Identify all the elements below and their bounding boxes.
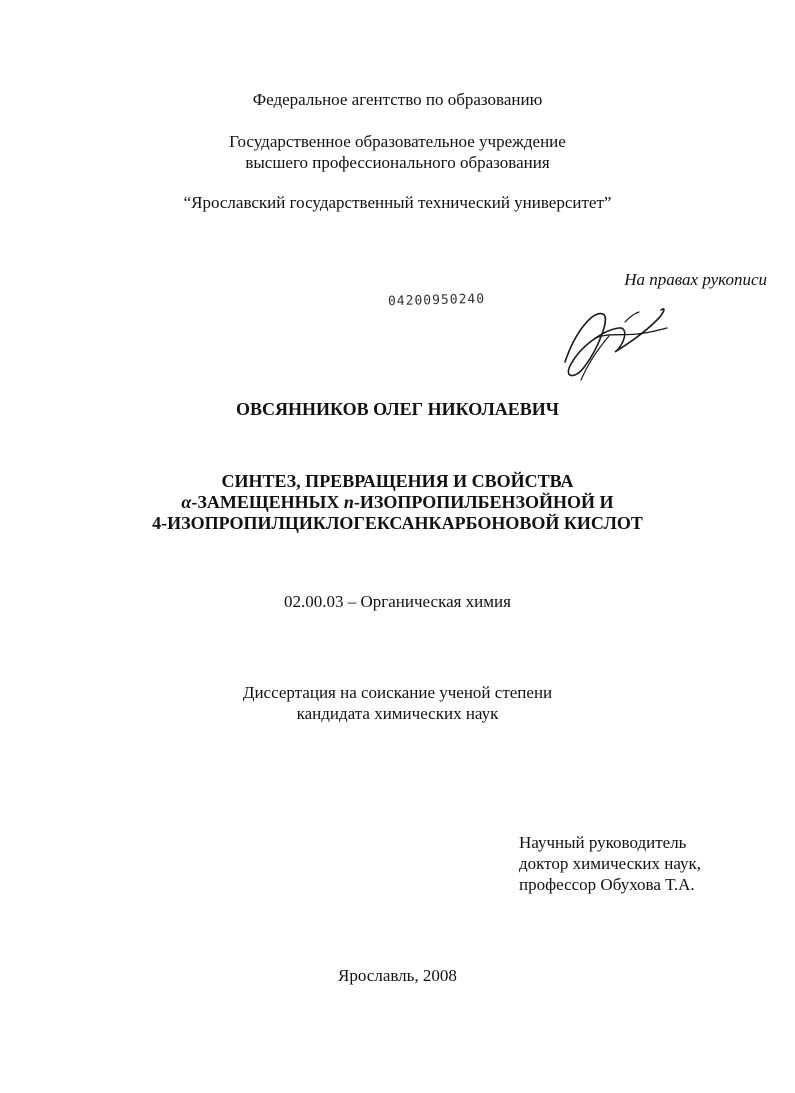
signature-icon (545, 292, 675, 392)
title-line-2 (0, 492, 795, 512)
manuscript-note: На правах рукописи (624, 270, 767, 289)
archive-number-stamp: 04200950240 (387, 291, 486, 310)
supervisor-block (519, 832, 701, 895)
city-year: Ярославль, 2008 (338, 966, 457, 985)
author-name: ОВСЯННИКОВ ОЛЕГ НИКОЛАЕВИЧ (236, 399, 559, 419)
supervisor-role: Научный руководитель (519, 833, 687, 852)
dissertation-line-1: Диссертация на соискание ученой степени (242, 683, 553, 702)
specialty: 02.00.03 – Органическая химия (284, 592, 511, 611)
university-name: “Ярославский государственный технический университет” (183, 193, 612, 212)
title-line-3: 4-ИЗОПРОПИЛЦИКЛОГЕКСАНКАРБОНОВОЙ КИСЛОТ (152, 513, 643, 533)
para-symbol: п (343, 492, 354, 512)
title-line-2-part-2: -ИЗОПРОПИЛБЕНЗОЙНОЙ И (353, 492, 614, 512)
institution-line-1: Государственное образовательное учреждение (229, 132, 566, 151)
dissertation-line-2: кандидата химических наук (296, 704, 499, 723)
title-line-1: СИНТЕЗ, ПРЕВРАЩЕНИЯ И СВОЙСТВА (221, 471, 574, 491)
institution-line-2: высшего профессионального образования (245, 153, 550, 172)
agency-name: Федеральное агентство по образованию (252, 90, 543, 109)
alpha-symbol: α (181, 492, 192, 512)
supervisor-name: профессор Обухова Т.А. (519, 875, 695, 894)
supervisor-degree: доктор химических наук, (519, 854, 702, 873)
title-line-2-part-1: -ЗАМЕЩЕННЫХ (191, 492, 344, 512)
